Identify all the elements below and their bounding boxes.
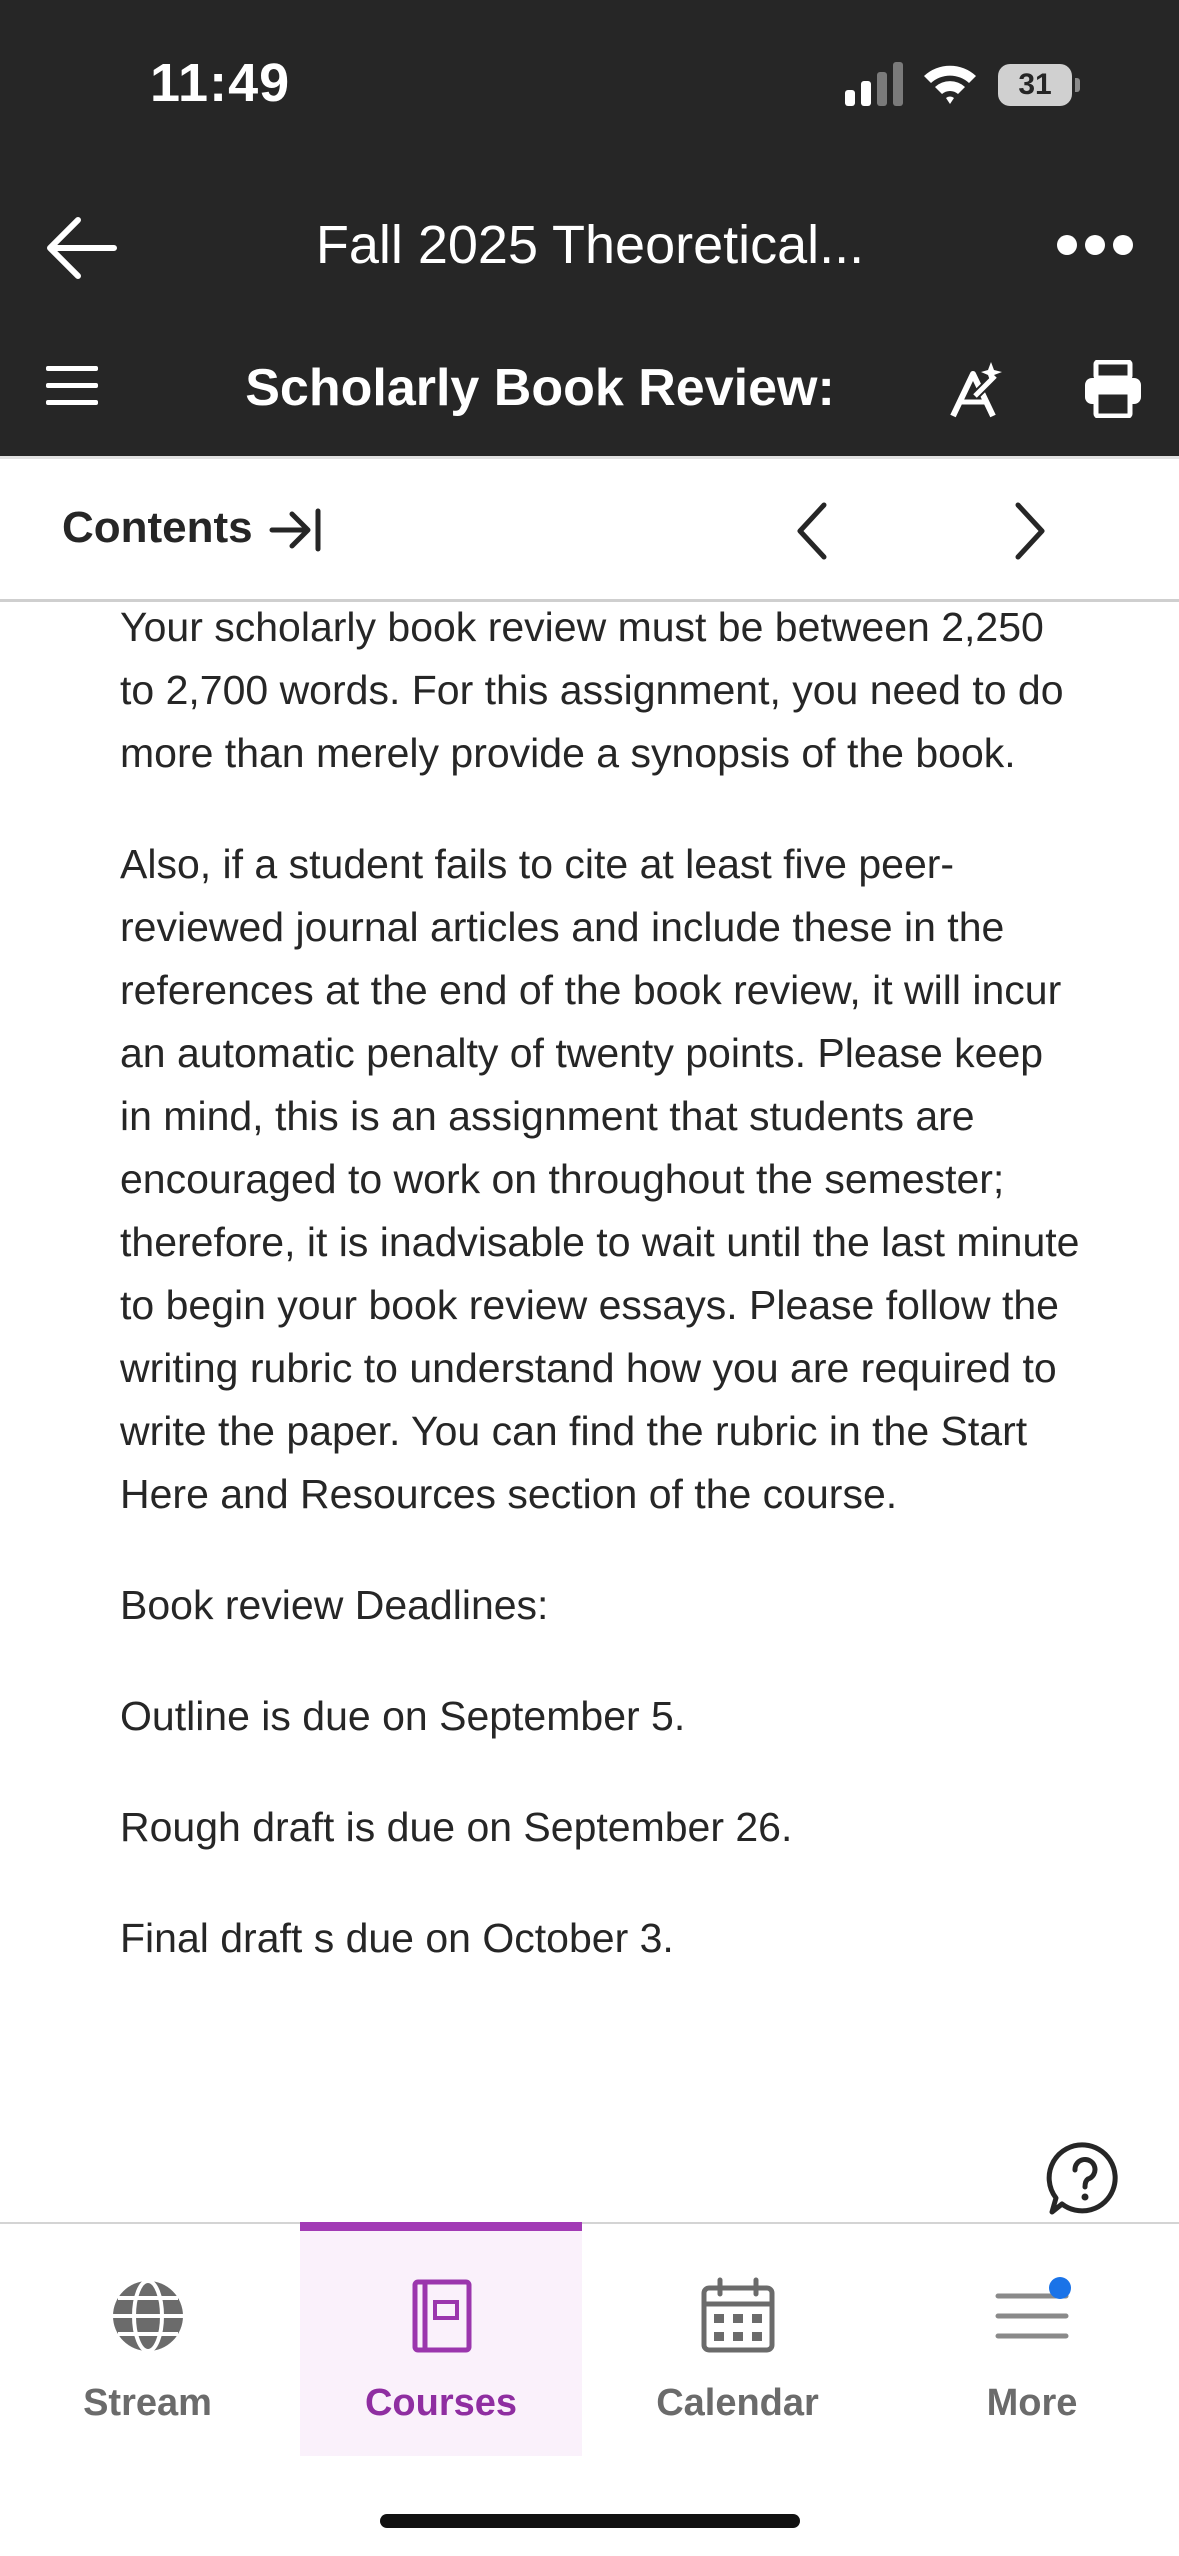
home-indicator	[380, 2514, 800, 2528]
battery-level: 31	[998, 64, 1072, 106]
tab-stream-label: Stream	[83, 2382, 212, 2424]
contents-bar	[0, 456, 1179, 602]
hamburger-menu-icon[interactable]	[46, 364, 98, 408]
help-icon[interactable]	[1046, 2140, 1124, 2218]
tab-courses[interactable]	[300, 2222, 582, 2456]
wifi-icon	[922, 60, 978, 106]
battery-icon	[998, 64, 1080, 106]
paragraph-intro: Your scholarly book review must be between 2,250 to 2,700 words. For this assignment, you need to do more than merely provide a synopsis of the book.	[120, 604, 1064, 776]
course-title: Fall 2025 Theoretical...	[315, 215, 865, 275]
deadline-outline: Outline is due on September 5.	[120, 1693, 686, 1739]
deadlines-heading: Book review Deadlines:	[120, 1582, 549, 1628]
courses-icon	[401, 2276, 481, 2356]
document-toolbar	[0, 330, 1179, 450]
cellular-signal-icon	[845, 62, 905, 106]
status-time: 11:49	[150, 53, 291, 113]
tab-calendar[interactable]	[590, 2224, 885, 2458]
tab-courses-label: Courses	[364, 2382, 518, 2424]
expand-panel-icon[interactable]	[268, 507, 324, 553]
bottom-tab-bar	[0, 2222, 1179, 2556]
document-body	[120, 596, 1080, 2216]
tab-more[interactable]	[885, 2224, 1179, 2458]
deadline-final-draft: Final draft s due on October 3.	[120, 1915, 674, 1961]
more-icon	[992, 2276, 1072, 2356]
app-header	[0, 0, 1179, 456]
course-nav	[0, 190, 1179, 300]
print-icon[interactable]	[1082, 360, 1144, 418]
chevron-right-icon[interactable]	[1008, 499, 1052, 563]
calendar-icon	[698, 2276, 778, 2356]
more-options-icon[interactable]	[1055, 230, 1135, 260]
tab-calendar-label: Calendar	[656, 2382, 819, 2424]
tab-more-label: More	[986, 2382, 1078, 2424]
contents-button[interactable]: Contents	[62, 503, 253, 552]
battery-tip	[1075, 78, 1080, 92]
paragraph-penalty: Also, if a student fails to cite at least five peer-reviewed journal articles and include these in the references at the end of the book review, it will incur an automatic penalty of twenty points. Please keep in mind, this is an assignment that students are encouraged to work on throughout the semester; therefore, it is inadvisable to wait until the last minute to begin your book review essays. Please follow the writing rubric to understand how you are required to write the paper. You can find the rubric in the Start Here and Resources section of the course.	[120, 841, 1080, 1517]
document-title: Scholarly Book Review:	[245, 359, 835, 417]
tab-stream[interactable]	[0, 2224, 295, 2458]
back-arrow-icon[interactable]	[42, 208, 122, 288]
chevron-left-icon[interactable]	[790, 499, 834, 563]
status-bar	[0, 0, 1179, 170]
translate-icon[interactable]	[945, 358, 1007, 420]
deadline-rough-draft: Rough draft is due on September 26.	[120, 1804, 793, 1850]
globe-icon	[108, 2276, 188, 2356]
